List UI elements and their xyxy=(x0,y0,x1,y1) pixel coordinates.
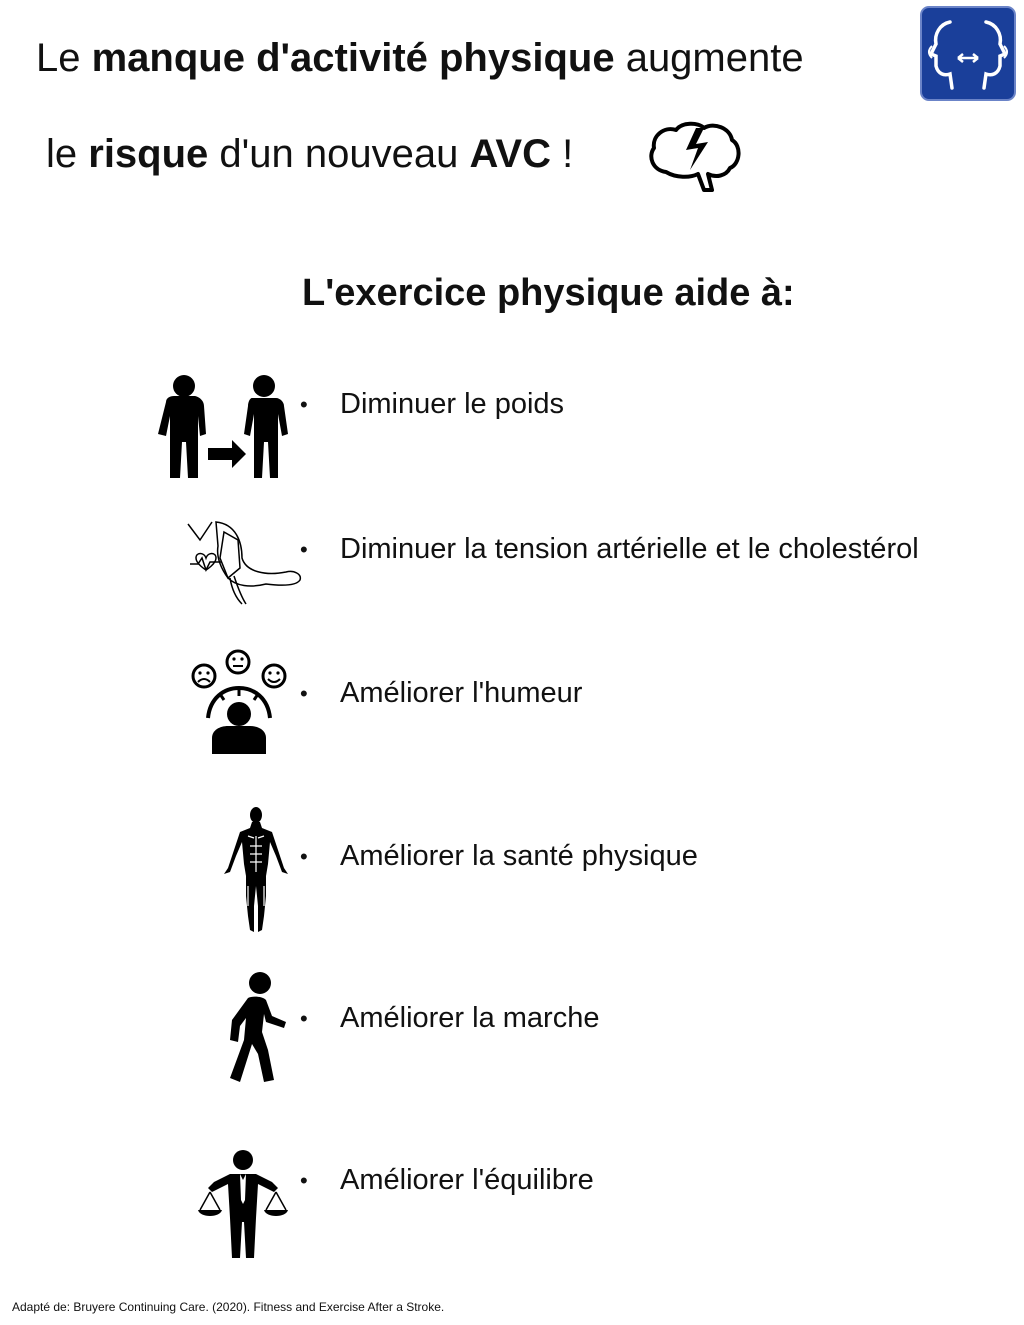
list-item xyxy=(0,533,1024,565)
section-title: L'exercice physique aide à: xyxy=(302,272,795,314)
headline-2-bold-risk: risque xyxy=(88,132,209,176)
headline-1-pre: Le xyxy=(36,36,92,80)
item-text: Améliorer la marche xyxy=(340,1002,600,1034)
brain-stroke-icon xyxy=(646,120,742,194)
weight-loss-icon xyxy=(152,372,292,482)
headline-2-post: ! xyxy=(550,132,574,176)
item-text: Diminuer la tension artérielle et le cholestérol xyxy=(340,533,919,565)
headline-2-bold-avc: AVC xyxy=(469,132,551,176)
item-text: Améliorer l'équilibre xyxy=(340,1164,594,1196)
headline-line-1 xyxy=(36,34,804,82)
balance-person-icon xyxy=(196,1148,290,1260)
list-item xyxy=(0,388,1024,420)
communication-faces-icon xyxy=(920,6,1016,101)
headline-2-mid: d'un nouveau xyxy=(208,132,470,176)
walking-person-icon xyxy=(222,970,292,1084)
bullet: • xyxy=(300,681,308,706)
item-text: Améliorer l'humeur xyxy=(340,677,583,709)
list-item xyxy=(0,1002,1024,1034)
anatomy-body-icon xyxy=(222,806,290,934)
headline-1-bold: manque d'activité physique xyxy=(91,36,615,80)
item-text: Diminuer le poids xyxy=(340,388,565,420)
item-text: Améliorer la santé physique xyxy=(340,840,698,872)
mood-meter-icon xyxy=(188,648,290,756)
bullet: • xyxy=(300,1006,308,1031)
bullet: • xyxy=(300,392,308,417)
blood-pressure-cuff-icon xyxy=(186,518,306,608)
list-item xyxy=(0,1164,1024,1196)
bullet: • xyxy=(300,844,308,869)
bullet: • xyxy=(300,1168,308,1193)
source-citation: Adapté de: Bruyere Continuing Care. (2020). Fitness and Exercise After a Stroke. xyxy=(12,1300,445,1314)
bullet: • xyxy=(300,537,308,562)
list-item xyxy=(0,840,1024,872)
headline-2-pre: le xyxy=(46,132,89,176)
headline-line-2 xyxy=(46,130,573,178)
list-item xyxy=(0,677,1024,709)
headline-1-post: augmente xyxy=(614,36,804,80)
